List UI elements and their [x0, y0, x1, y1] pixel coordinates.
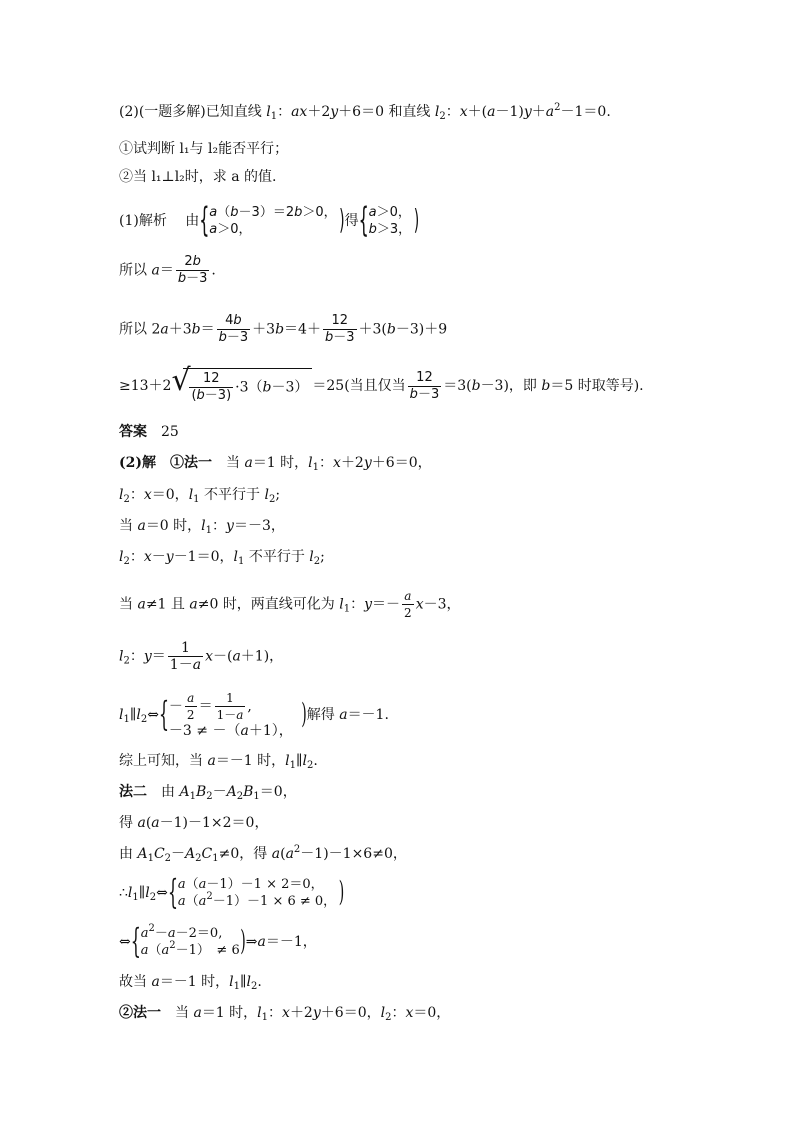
word-shi-4: 时，: [201, 974, 230, 990]
method-2-line-4: $\therefore l_1\parallel l_2\Leftrightarrow$ { a（a－1）－1 × 2＝0， $a(a^2-1)-1 \times 6 \ne 0$， ): [119, 876, 344, 910]
cond-tail: 时取等号: [577, 378, 634, 394]
word-zongshang: 综上可知，当: [119, 753, 203, 769]
system-3: { － $\frac{a}{2}$ ＝ $\frac{1}{1-a}$ , －3 ≠ －（a＋1）， ): [159, 690, 307, 740]
solution-2-line-6: $l_2$：y＝ $\frac{1}{1-a}$ x－(a＋1)，: [119, 640, 284, 673]
system-5: { $a^2-a-2=0$, $a(a^2-1)$ ≠ 6 ): [131, 925, 246, 959]
solution-2-line-8: 综上可知，当 a＝－1 时，$l_1\parallel l_2$.: [119, 753, 318, 771]
word-dang-4: 当: [175, 1005, 189, 1021]
method-2-line-5: ⇔ { $a^2-a-2=0$, $a(a^2-1)$ ≠ 6 )⇒a＝－1，: [119, 925, 317, 959]
system-4: { a（a－1）－1 × 2＝0， $a(a^2-1)-1 \times 6 \ne 0$， ): [168, 876, 344, 910]
solution-label: (1)解析: [119, 213, 167, 229]
question-tag: (2)(一题多解): [119, 104, 206, 120]
word-you: 由: [185, 213, 200, 229]
word-shi: 时，: [280, 455, 309, 471]
solution-2-label: (2)解: [119, 455, 156, 471]
word-jiede: 解得: [306, 707, 335, 723]
word-budeng-2: 不平行于: [248, 549, 305, 565]
solution-2-line-5: 当 a≠1 且 a≠0 时，两直线可化为 $l_1$：y＝－ $\frac{a}{2}$ x－3，: [119, 589, 461, 620]
question-connector: 和直线: [388, 104, 431, 120]
solution-1-step-2: 所以 2a＋3b＝ $\frac{4b}{b-3}$ ＋3b＝4＋ $\frac{12}{b-3}$ ＋3(b－3)＋9: [119, 313, 448, 345]
word-shi-2: 时，: [173, 518, 202, 534]
cond-note: 当且仅当: [349, 378, 406, 394]
method-2-line-1: 法二 由 $A_1B_2-A_2B_1=0$，: [119, 784, 297, 802]
method-1b-label: ②法一: [119, 1005, 161, 1021]
word-you-3: 由: [119, 846, 133, 862]
solution-2-line-3: 当 a＝0 时，$l_1$：y＝－3，: [119, 518, 285, 536]
word-suoyi-2: 所以: [119, 321, 147, 338]
word-de-3: 得: [253, 846, 268, 862]
solution-1-step-1: 所以 a＝ $\frac{2b}{b-3}$ .: [119, 254, 216, 286]
method-2-label: 法二: [119, 784, 147, 800]
solution-2-line-7: $l_1\parallel l_2\Leftrightarrow$ { － $\frac{a}{2}$ ＝ $\frac{1}{1-a}$ , －3 ≠ －（a＋1）， )解得 a＝－1.: [119, 690, 389, 740]
word-de-2: 得: [119, 815, 133, 831]
word-gu: 故当: [119, 974, 147, 990]
system-1: { a（b－3）＝2b＞0， a＞0， ): [199, 204, 344, 238]
answer-label: 答案: [119, 424, 147, 440]
method-2-line-6: 故当 a＝－1 时，$l_1\parallel l_2$.: [119, 974, 262, 992]
part-2-line-1: ②法一 当 a＝1 时，$l_1$：x＋2y＋6＝0，$l_2$：x＝0，: [119, 1005, 451, 1023]
solution-2-line-4: $l_2$：x－y－1＝0，$l_1$ 不平行于 $l_2$;: [119, 549, 325, 567]
sub-question-2: ②当 l₁⊥l₂时，求 a 的值.: [119, 169, 277, 185]
answer-line: [119, 423, 179, 441]
solution-2-line-1: (2)解 ①法一 当 a＝1 时，$l_1$：x＋2y＋6＝0，: [119, 455, 432, 473]
word-shi-3: 时，: [257, 753, 286, 769]
question-line: (2)(一题多解)已知直线 $l_1$：ax＋2y＋6＝0 和直线 $l_2$：$x+(a-1)y+a^2-1=0$.: [119, 102, 611, 122]
word-shi-5: 时，: [229, 1005, 258, 1021]
solution-1-system: [119, 204, 419, 238]
word-dang-3: 当: [119, 596, 133, 613]
method-2-line-2: 得 a(a－1)－1×2＝0，: [119, 815, 269, 831]
word-you-2: 由: [161, 784, 175, 800]
word-dang: 当: [226, 455, 240, 471]
solution-1-step-3: ≥13＋2 √ $\frac{12}{(b-3)}$ ·3（b－3） ＝25(当且仅当 $\frac{12}{b-3}$ ＝3(b－3)，即 b＝5 时取等号).: [119, 363, 644, 403]
word-suoyi: 所以: [119, 262, 147, 279]
method-1-label: ①法一: [170, 455, 212, 471]
sqrt-expression: √ $\frac{12}{(b-3)}$ ·3（b－3）: [171, 368, 312, 404]
solution-2-line-2: $l_2$：x＝0，$l_1$ 不平行于 $l_2$;: [119, 487, 281, 505]
method-2-line-3: 由 $A_1C_2-A_2C_1\ne 0$，得 $a(a^2-1)-1\times 6\ne 0$，: [119, 844, 407, 864]
word-huawei: 时，两直线可化为: [222, 596, 335, 613]
word-de: 得: [344, 213, 359, 229]
question-text: 已知直线: [205, 104, 262, 120]
word-erqie: 且: [170, 596, 185, 613]
word-dang-2: 当: [119, 518, 133, 534]
word-budeng: 不平行于: [204, 487, 260, 503]
system-2: { a＞0， b＞3， ): [359, 204, 420, 238]
answer-value: 25: [161, 424, 179, 440]
sub-question-1: ①试判断 l₁与 l₂能否平行；: [119, 141, 289, 157]
